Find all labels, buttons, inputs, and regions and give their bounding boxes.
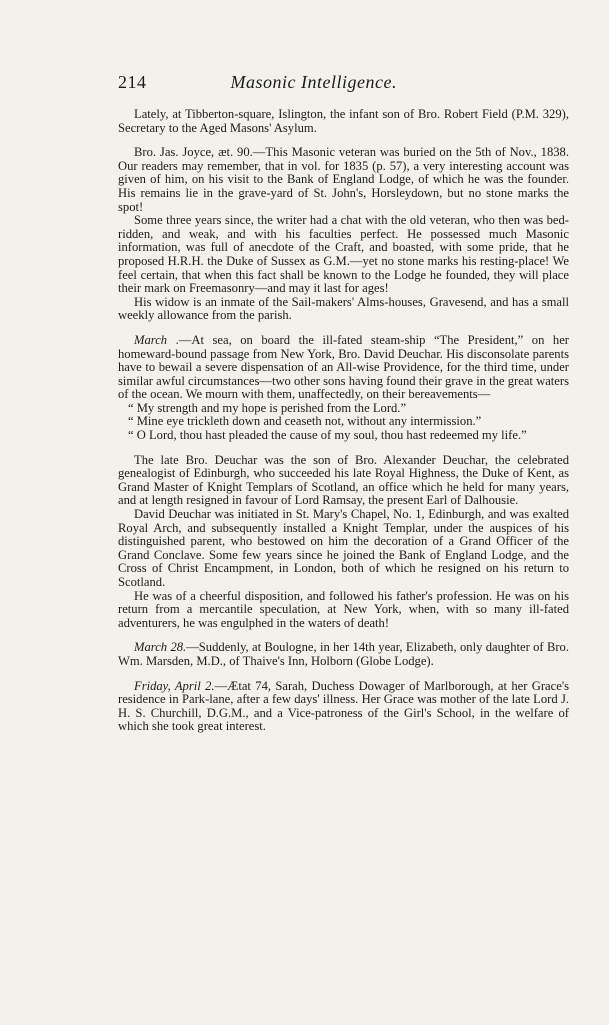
paragraph-text: Bro. Jas. Joyce, æt. 90.—This Masonic veteran was buried on the 5th of Nov., 1838. Our readers may remember, that in vol. for 1835 (p. 57), a very interesting account was given of him, on his visit to the Bank of England Lodge, of which he was the founder. His remains lie in the grave-yard of St. John's, Horsleydown, but no stone marks the spot! [118, 145, 569, 214]
page-number: 214 [118, 72, 147, 92]
paragraph-text: His widow is an inmate of the Sail-makers' Alms-houses, Gravesend, and has a small weekly allowance from the parish. [118, 294, 569, 323]
paragraph-joyce-widow [118, 296, 569, 323]
paragraph-deuchar-family [118, 454, 569, 508]
paragraph-marsden-notice [118, 641, 569, 668]
paragraph-lead: March 28. [134, 640, 187, 655]
paragraph-text: Lately, at Tibberton-square, Islington, the infant son of Bro. Robert Field (P.M. 329), Secretary to the Aged Masons' Asylum. [118, 107, 569, 135]
running-head [118, 72, 569, 102]
paragraph-deuchar-career [118, 508, 569, 590]
paragraph-lead: Friday, April 2. [134, 678, 215, 693]
body-text [118, 108, 569, 734]
paragraph-text: —Suddenly, at Boulogne, in her 14th year, Elizabeth, only daughter of Bro. Wm. Marsden, M.D., of Thaive's Inn, Holborn (Globe Lodge). [118, 640, 569, 668]
paragraph-joyce-recollection [118, 214, 569, 296]
scripture-quote [118, 429, 569, 443]
paragraph-lead: March [134, 332, 168, 347]
running-title: Masonic Intelligence. [230, 72, 397, 92]
paragraph-text: David Deuchar was initiated in St. Mary's Chapel, No. 1, Edinburgh, and was exalted Royal Arch, and subsequently installed a Knight Templar, under the auspices of his distinguished parent, who bestowed on him the decoration of a Grand Officer of the Grand Conclave. Some few years since he joined the Bank of England Lodge, and the Cross of Christ Encampment, in London, both of which he resigned on his return to Scotland. [118, 507, 569, 589]
paragraph-deuchar-notice [118, 334, 569, 402]
paragraph-marlborough-notice [118, 680, 569, 734]
paragraph-joyce-obituary [118, 146, 569, 214]
scripture-quote [118, 415, 569, 429]
paragraph-text: Some three years since, the writer had a chat with the old veteran, who then was bed-ridden, and weak, and with his faculties perfect. He possessed much Masonic information, was full of anecdote of the Craft, and boasted, with some pride, that he proposed H.R.H. the Duke of Sussex as G.M.—yet no stone marks his resting-place! We feel certain, that when this fact shall be known to the Lodge he founded, they will place their mark on Freemasonry—and may it last for ages! [118, 213, 569, 296]
paragraph-text: “ O Lord, thou hast pleaded the cause of my soul, thou hast redeemed my life.” [128, 428, 527, 443]
paragraph-field-notice [118, 108, 569, 135]
scripture-quote [118, 402, 569, 416]
paragraph-text: “ My strength and my hope is perished from the Lord.” [128, 400, 407, 415]
paragraph-deuchar-character [118, 590, 569, 631]
paragraph-text: “ Mine eye trickleth down and ceaseth not, without any intermission.” [128, 414, 482, 429]
paragraph-text: .—At sea, on board the ill-fated steam-ship “The President,” on her homeward-bound passage from New York, Bro. David Deuchar. His disconsolate parents have to bewail a severe dispensation of an All-wise Providence, for the third time, under similar awful circumstances—two other sons having found their grave in the great waters of the ocean. We mourn with them, unaffectedly, on their bereavements— [118, 332, 569, 402]
paragraph-text: He was of a cheerful disposition, and followed his father's profession. He was on his return from a mercantile speculation, at New York, when, with so many ill-fated adventurers, he was engulphed in the waters of death! [118, 588, 569, 630]
paragraph-text: The late Bro. Deuchar was the son of Bro. Alexander Deuchar, the celebrated genealogist of Edinburgh, who succeeded his late Royal Highness, the Duke of Kent, as Grand Master of Knight Templars of Scotland, an office which he held for many years, and at length resigned in favour of Lord Ramsay, the present Earl of Dalhousie. [118, 452, 569, 508]
paragraph-text: —Ætat 74, Sarah, Duchess Dowager of Marlborough, at her Grace's residence in Park-lane, after a few days' illness. Her Grace was mother of the late Lord J. H. S. Churchill, D.G.M., and a Vice-patroness of the Girl's School, in the welfare of which she took great interest. [118, 678, 569, 734]
